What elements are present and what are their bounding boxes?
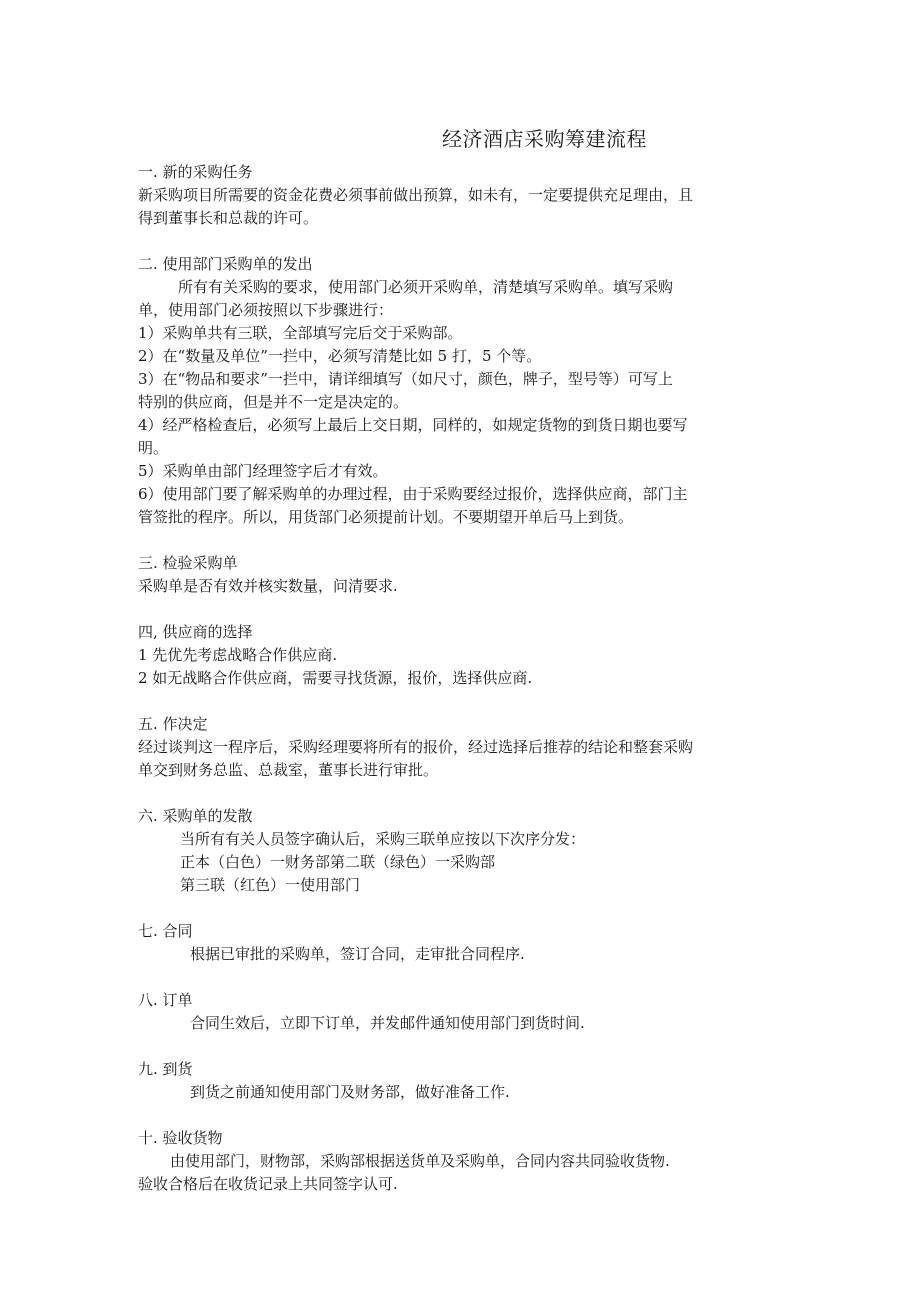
paragraph-line: 第三联（红色）一使用部门 <box>180 876 361 894</box>
section-heading: 十. 验收货物 <box>138 1129 223 1147</box>
section-heading: 六. 采购单的发散 <box>138 807 253 825</box>
list-item: 2）在“数量及单位”一拦中，必须写清楚比如 5 打，5 个等。 <box>138 347 542 365</box>
paragraph-line: 新采购项目所需要的资金花费必须事前做出预算，如未有，一定要提供充足理由，且 <box>138 186 694 204</box>
section-heading: 三. 检验采购单 <box>138 554 238 572</box>
paragraph-line: 所有有关采购的要求，使用部门必须开采购单，清楚填写采购单。填写采购 <box>178 278 674 296</box>
paragraph-line: 由使用部门，财物部，采购部根据送货单及采购单，合同内容共同验收货物. <box>170 1152 670 1170</box>
list-item: 6）使用部门要了解采购单的办理过程，由于采购要经过报价，选择供应商，部门主 <box>138 485 688 503</box>
paragraph-line: 单，使用部门必须按照以下步骤进行： <box>138 301 394 319</box>
paragraph-line: 当所有有关人员签字确认后，采购三联单应按以下次序分发： <box>180 830 586 848</box>
paragraph-line: 到货之前通知使用部门及财务部，做好准备工作. <box>190 1083 510 1101</box>
section-heading: 二. 使用部门采购单的发出 <box>138 255 313 273</box>
document-title: 经济酒店采购筹建流程 <box>442 127 647 151</box>
section-heading: 九. 到货 <box>138 1060 193 1078</box>
paragraph-line: 正本（白色）一财务部第二联（绿色）一采购部 <box>180 853 496 871</box>
section-heading: 八. 订单 <box>138 991 193 1009</box>
section-heading: 五. 作决定 <box>138 715 208 733</box>
list-item: 3）在“物品和要求”一拦中，请详细填写（如尺寸，颜色，牌子，型号等）可写上 <box>138 370 673 388</box>
list-item: 明。 <box>138 439 169 457</box>
section-heading: 四, 供应商的选择 <box>138 623 253 641</box>
section-heading: 一. 新的采购任务 <box>138 163 253 181</box>
list-item: 2 如无战略合作供应商，需要寻找货源，报价，选择供应商. <box>138 669 533 687</box>
paragraph-line: 单交到财务总监、总裁室，董事长进行审批。 <box>138 761 439 779</box>
paragraph-line: 采购单是否有效并核实数量，问清要求. <box>138 577 398 595</box>
list-item: 1）采购单共有三联，全部填写完后交于采购部。 <box>138 324 463 342</box>
paragraph-line: 验收合格后在收货记录上共同签字认可. <box>138 1175 398 1193</box>
list-item: 特别的供应商，但是并不一定是决定的。 <box>138 393 409 411</box>
paragraph-line: 合同生效后，立即下订单，并发邮件通知使用部门到货时间. <box>190 1014 585 1032</box>
paragraph-line: 得到董事长和总裁的许可。 <box>138 209 319 227</box>
section-heading: 七. 合同 <box>138 922 193 940</box>
list-item: 管签批的程序。所以，用货部门必须提前计划。不要期望开单后马上到货。 <box>138 508 634 526</box>
list-item: 4）经严格检查后，必须写上最后上交日期，同样的，如规定货物的到货日期也要写 <box>138 416 688 434</box>
list-item: 5）采购单由部门经理签字后才有效。 <box>138 462 388 480</box>
paragraph-line: 根据已审批的采购单，签订合同，走审批合同程序. <box>190 945 525 963</box>
list-item: 1 先优先考虑战略合作供应商. <box>138 646 338 664</box>
paragraph-line: 经过谈判这一程序后，采购经理要将所有的报价，经过选择后推荐的结论和整套采购 <box>138 738 694 756</box>
